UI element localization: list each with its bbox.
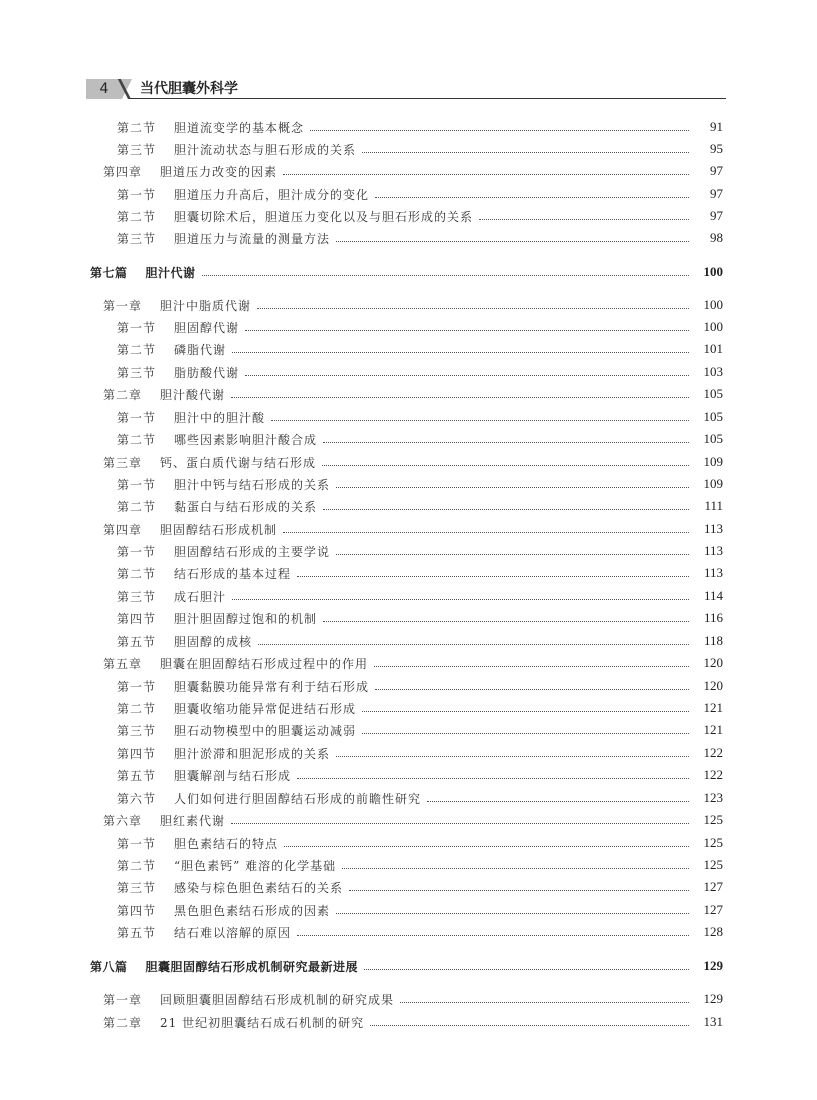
toc-page-number: 113 [703, 521, 723, 536]
toc-dot-leader [349, 889, 689, 891]
toc-page-number: 120 [703, 678, 723, 693]
toc-dot-leader [245, 329, 689, 331]
toc-entry-title: 胆汁淤滞和胆泥形成的关系 [174, 746, 331, 761]
toc-section-entry [0, 140, 817, 158]
toc-section-entry [0, 632, 817, 650]
toc-dot-leader [336, 553, 689, 555]
toc-dot-leader [322, 464, 689, 466]
toc-section-entry [0, 408, 817, 426]
toc-entry-title: 胆囊解剖与结石形成 [174, 768, 292, 783]
toc-entry-title: 胆固醇的成核 [174, 634, 253, 649]
toc-page-number: 97 [710, 186, 723, 201]
toc-entry-label: 第四节 [117, 746, 157, 761]
toc-section-entry [0, 923, 817, 941]
toc-entry-title: 胆固醇结石形成机制 [160, 522, 278, 537]
toc-section-entry [0, 564, 817, 582]
toc-entry-title: 胆囊在胆固醇结石形成过程中的作用 [160, 656, 369, 671]
toc-chapter-entry [0, 1013, 817, 1031]
toc-section-entry [0, 721, 817, 739]
toc-page-number: 105 [703, 409, 723, 424]
toc-page-number: 120 [703, 655, 723, 670]
toc-entry-title: 结石形成的基本过程 [174, 566, 292, 581]
toc-page-number: 97 [710, 163, 723, 178]
toc-section-entry [0, 587, 817, 605]
toc-section-entry [0, 185, 817, 203]
toc-entry-title: 胆汁中钙与结石形成的关系 [174, 477, 331, 492]
toc-entry-title: 胆道压力改变的因素 [160, 164, 278, 179]
toc-entry-label: 第二节 [117, 209, 157, 224]
toc-page-number: 131 [703, 1014, 723, 1029]
toc-entry-title: 胆汁中脂质代谢 [160, 298, 252, 313]
toc-page-number: 95 [710, 141, 723, 156]
toc-entry-title: 人们如何进行胆固醇结石形成的前瞻性研究 [174, 791, 422, 806]
toc-page-number: 121 [703, 722, 723, 737]
toc-entry-title: 黏蛋白与结石形成的关系 [174, 499, 318, 514]
toc-entry-label: 第二节 [117, 858, 157, 873]
toc-dot-leader [362, 732, 689, 734]
toc-page-number: 109 [703, 476, 723, 491]
toc-entry-label: 第二章 [103, 387, 143, 402]
toc-entry-title: 感染与棕色胆色素结石的关系 [174, 880, 344, 895]
toc-page-number: 113 [703, 565, 723, 580]
toc-entry-title: 胆汁酸代谢 [160, 387, 226, 402]
toc-dot-leader [370, 1024, 689, 1026]
toc-entry-title: 胆色素结石的特点 [174, 836, 279, 851]
toc-entry-label: 第六节 [117, 791, 157, 806]
toc-entry-title: 胆汁中的胆汁酸 [174, 410, 266, 425]
toc-dot-leader [271, 419, 689, 421]
toc-entry-title: 胆固醇结石形成的主要学说 [174, 544, 331, 559]
toc-dot-leader [232, 598, 689, 600]
toc-section-entry [0, 878, 817, 896]
toc-dot-leader [297, 777, 689, 779]
toc-chapter-entry [0, 811, 817, 829]
toc-page-number: 100 [703, 319, 723, 334]
toc-section-entry [0, 766, 817, 784]
toc-dot-leader [336, 755, 689, 757]
toc-entry-label: 第四章 [103, 164, 143, 179]
toc-section-entry [0, 363, 817, 381]
toc-entry-label: 第一节 [117, 320, 157, 335]
toc-part-entry [0, 263, 817, 281]
toc-section-entry [0, 542, 817, 560]
running-header [86, 79, 726, 99]
toc-entry-label: 第二章 [103, 1015, 143, 1030]
toc-page-number: 116 [703, 610, 723, 625]
toc-entry-label: 第五章 [103, 656, 143, 671]
toc-entry-label: 第一节 [117, 679, 157, 694]
toc-entry-title: 胆道流变学的基本概念 [174, 120, 305, 135]
toc-entry-title: 成石胆汁 [174, 589, 227, 604]
toc-chapter-entry [0, 385, 817, 403]
toc-entry-label: 第七篇 [90, 265, 128, 280]
toc-dot-leader [231, 822, 689, 824]
toc-section-entry [0, 901, 817, 919]
toc-entry-title: 21 世纪初胆囊结石成石机制的研究 [160, 1015, 365, 1030]
toc-entry-title: 胆石动物模型中的胆囊运动减弱 [174, 723, 357, 738]
toc-page-number: 113 [703, 543, 723, 558]
toc-entry-label: 第一节 [117, 477, 157, 492]
toc-section-entry [0, 229, 817, 247]
toc-entry-title: 胆囊切除术后，胆道压力变化以及与胆石形成的关系 [174, 209, 474, 224]
toc-entry-title: 胆汁胆固醇过饱和的机制 [174, 611, 318, 626]
toc-dot-leader [336, 912, 689, 914]
toc-entry-label: 第五节 [117, 768, 157, 783]
toc-entry-label: 第二节 [117, 432, 157, 447]
toc-section-entry [0, 430, 817, 448]
toc-entry-title: 胆囊黏膜功能异常有利于结石形成 [174, 679, 370, 694]
toc-section-entry [0, 207, 817, 225]
toc-section-entry [0, 340, 817, 358]
toc-page-number: 127 [703, 902, 723, 917]
toc-entry-title: 结石难以溶解的原因 [174, 925, 292, 940]
toc-part-entry [0, 957, 817, 975]
toc-page-number: 109 [703, 454, 723, 469]
toc-page-number: 128 [703, 924, 723, 939]
book-title: 当代胆囊外科学 [140, 81, 238, 97]
toc-entry-label: 第一章 [103, 298, 143, 313]
toc-chapter-entry [0, 654, 817, 672]
toc-entry-label: 第一节 [117, 836, 157, 851]
toc-dot-leader [362, 710, 689, 712]
toc-entry-label: 第二节 [117, 120, 157, 135]
toc-entry-label: 第三节 [117, 142, 157, 157]
toc-dot-leader [284, 845, 689, 847]
toc-dot-leader [336, 486, 689, 488]
toc-entry-label: 第一节 [117, 187, 157, 202]
toc-entry-label: 第八篇 [90, 959, 128, 974]
toc-dot-leader [479, 218, 689, 220]
toc-entry-title: 胆汁流动状态与胆石形成的关系 [174, 142, 357, 157]
toc-page-number: 125 [703, 857, 723, 872]
toc-entry-label: 第四节 [117, 903, 157, 918]
toc-section-entry [0, 744, 817, 762]
toc-page-number: 105 [703, 431, 723, 446]
toc-entry-title: 胆红素代谢 [160, 813, 226, 828]
toc-dot-leader [375, 196, 689, 198]
header-rule [130, 98, 726, 99]
toc-entry-title: 黑色胆色素结石形成的因素 [174, 903, 331, 918]
toc-page-number: 122 [703, 767, 723, 782]
toc-entry-label: 第一章 [103, 992, 143, 1007]
toc-section-entry [0, 834, 817, 852]
toc-entry-title: 胆固醇代谢 [174, 320, 240, 335]
toc-page-number: 129 [703, 991, 723, 1006]
toc-entry-label: 第三节 [117, 723, 157, 738]
toc-section-entry [0, 318, 817, 336]
toc-entry-label: 第三章 [103, 455, 143, 470]
toc-entry-label: 第三节 [117, 880, 157, 895]
toc-entry-title: 胆道压力升高后，胆汁成分的变化 [174, 187, 370, 202]
toc-page-number: 127 [703, 879, 723, 894]
toc-entry-label: 第一节 [117, 544, 157, 559]
toc-entry-label: 第三节 [117, 231, 157, 246]
toc-entry-title: 磷脂代谢 [174, 342, 227, 357]
toc-page-number: 121 [703, 700, 723, 715]
toc-dot-leader [400, 1001, 689, 1003]
toc-page-number: 118 [703, 633, 723, 648]
toc-page-number: 91 [710, 119, 723, 134]
toc-entry-label: 第一节 [117, 410, 157, 425]
toc-page-number: 125 [703, 812, 723, 827]
toc-entry-title: 胆汁代谢 [145, 265, 196, 280]
toc-dot-leader [257, 307, 689, 309]
toc-dot-leader [310, 129, 689, 131]
toc-page-number: 129 [703, 958, 723, 973]
toc-entry-title: “胆色素钙” 难溶的化学基础 [174, 858, 337, 873]
page-number: 4 [86, 79, 122, 99]
toc-chapter-entry [0, 990, 817, 1008]
toc-entry-title: 哪些因素影响胆汁酸合成 [174, 432, 318, 447]
toc-dot-leader [362, 151, 689, 153]
toc-page-number: 123 [703, 790, 723, 805]
toc-page-number: 97 [710, 208, 723, 223]
toc-page-number: 101 [703, 341, 723, 356]
toc-section-entry [0, 677, 817, 695]
toc-section-entry [0, 856, 817, 874]
toc-dot-leader [323, 441, 689, 443]
toc-entry-title: 回顾胆囊胆固醇结石形成机制的研究成果 [160, 992, 395, 1007]
toc-entry-label: 第二节 [117, 566, 157, 581]
toc-page-number: 125 [703, 835, 723, 850]
toc-dot-leader [283, 173, 689, 175]
toc-dot-leader [323, 620, 689, 622]
toc-entry-title: 胆道压力与流量的测量方法 [174, 231, 331, 246]
toc-dot-leader [374, 665, 689, 667]
toc-chapter-entry [0, 162, 817, 180]
toc-chapter-entry [0, 296, 817, 314]
toc-entry-label: 第四章 [103, 522, 143, 537]
toc-dot-leader [245, 374, 689, 376]
toc-page-number: 122 [703, 745, 723, 760]
toc-dot-leader [232, 351, 689, 353]
toc-dot-leader [375, 688, 689, 690]
toc-section-entry [0, 497, 817, 515]
toc-section-entry [0, 789, 817, 807]
toc-entry-label: 第五节 [117, 634, 157, 649]
toc-entry-label: 第二节 [117, 342, 157, 357]
toc-chapter-entry [0, 520, 817, 538]
toc-dot-leader [283, 531, 689, 533]
toc-dot-leader [231, 396, 689, 398]
toc-page-number: 105 [703, 386, 723, 401]
toc-section-entry [0, 699, 817, 717]
toc-dot-leader [427, 800, 689, 802]
toc-entry-title: 钙、蛋白质代谢与结石形成 [160, 455, 317, 470]
toc-page-number: 100 [703, 264, 723, 279]
toc-page-number: 98 [710, 230, 723, 245]
toc-page-number: 103 [703, 364, 723, 379]
toc-entry-label: 第三节 [117, 365, 157, 380]
toc-entry-title: 胆囊收缩功能异常促进结石形成 [174, 701, 357, 716]
toc-dot-leader [297, 575, 689, 577]
toc-section-entry [0, 118, 817, 136]
toc-entry-title: 胆囊胆固醇结石形成机制研究最新进展 [145, 959, 359, 974]
toc-dot-leader [323, 508, 689, 510]
toc-entry-label: 第四节 [117, 611, 157, 626]
toc-dot-leader [258, 643, 689, 645]
toc-section-entry [0, 475, 817, 493]
toc-entry-label: 第六章 [103, 813, 143, 828]
toc-entry-label: 第二节 [117, 499, 157, 514]
toc-page-number: 100 [703, 297, 723, 312]
toc-chapter-entry [0, 453, 817, 471]
toc-page-number: 114 [703, 588, 723, 603]
toc-dot-leader [202, 274, 689, 276]
toc-dot-leader [336, 240, 689, 242]
toc-dot-leader [364, 968, 689, 970]
toc-entry-label: 第二节 [117, 701, 157, 716]
toc-dot-leader [297, 934, 689, 936]
toc-entry-label: 第五节 [117, 925, 157, 940]
toc-dot-leader [342, 867, 689, 869]
toc-entry-label: 第三节 [117, 589, 157, 604]
toc-page-number: 111 [704, 498, 723, 513]
toc-section-entry [0, 609, 817, 627]
toc-entry-title: 脂肪酸代谢 [174, 365, 240, 380]
